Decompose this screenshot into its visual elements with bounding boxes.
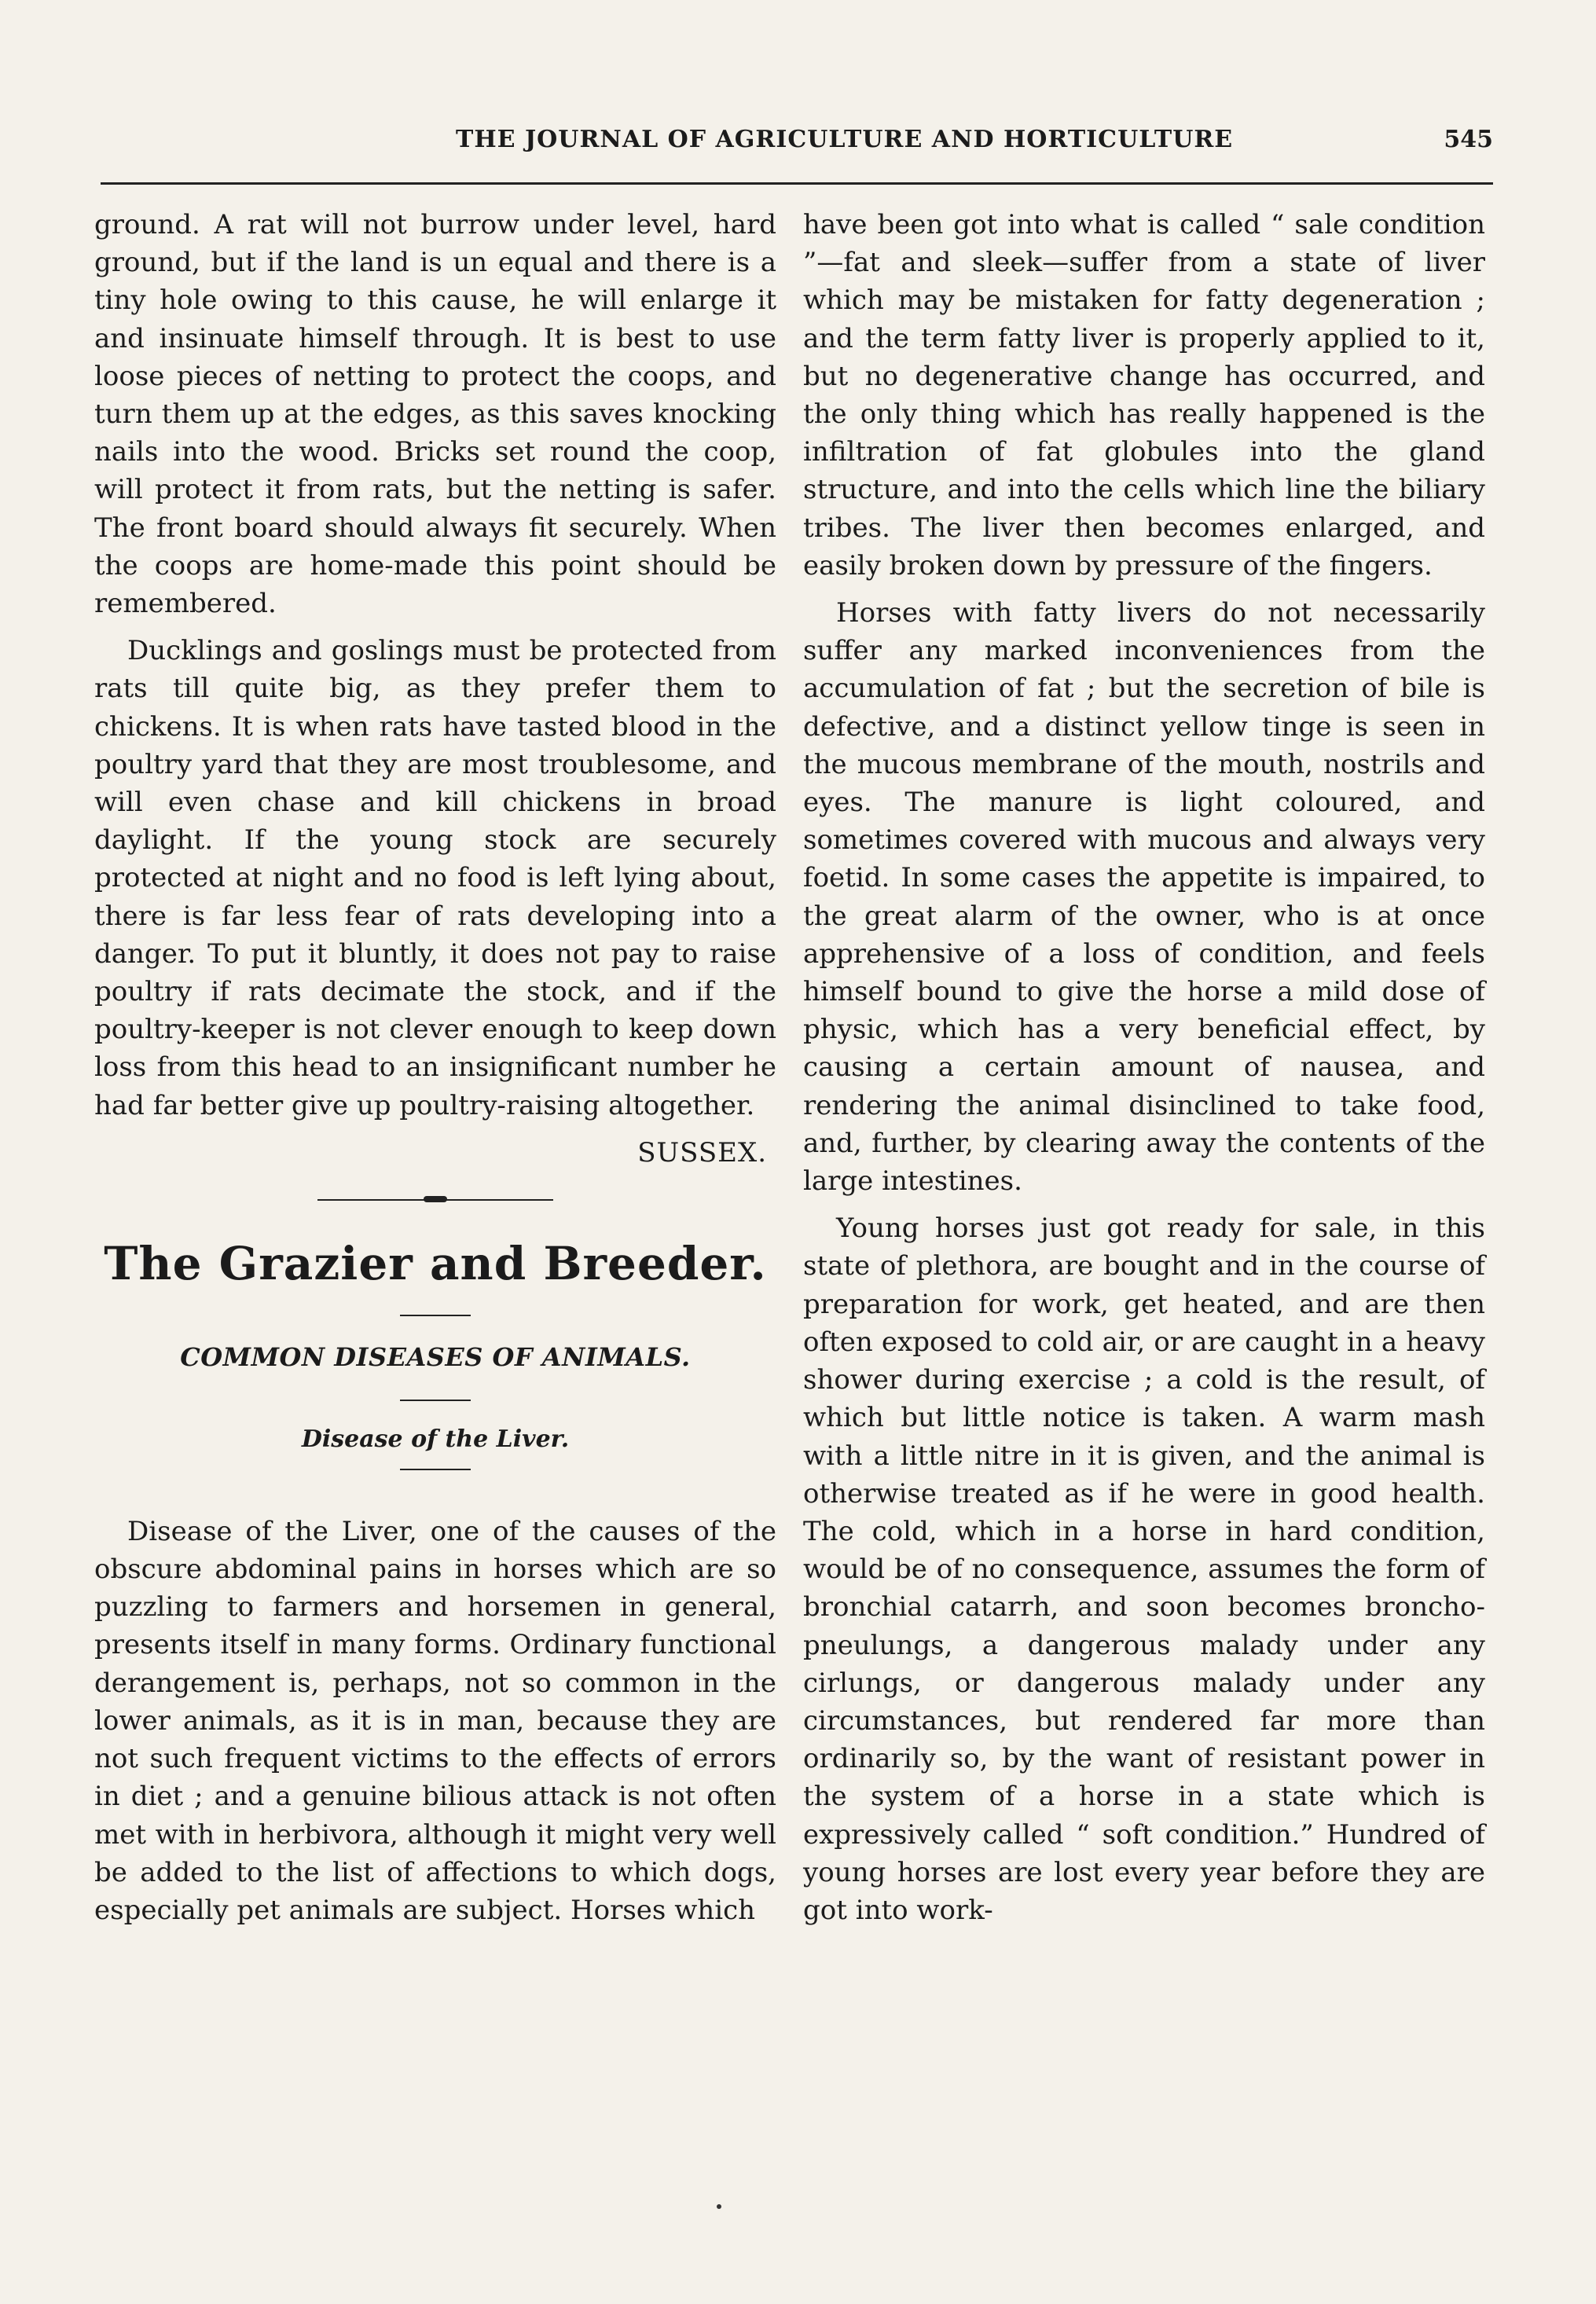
header-rule bbox=[101, 182, 1493, 185]
left-column bbox=[94, 206, 776, 1939]
paragraph-young-horses: Young horses just got ready for sale, in this state of plethora, are bought and in the course of preparation for work, get heated, and are then often exposed to cold air, or are caught in a heavy shower during exercise ; a cold is the result, of which but little notice is taken. A warm mash with a little nitre in it is given, and the animal is otherwise treated as if he were in good health. The cold, which in a horse in hard condition, would be of no consequence, assumes the form of bronchial catarrh, and soon becomes broncho-pneulungs, a dangerous malady under any cirlungs, or dangerous malady under any circumstances, but rendered far more than ordinarily so, by the want of resistant power in the system of a horse in a state which is expressively called “ soft condition.” Hundred of young horses are lost every year before they are got into work- bbox=[803, 1213, 1485, 1926]
subtitle-rule bbox=[400, 1469, 471, 1470]
section-title: The Grazier and Breeder. bbox=[104, 1236, 767, 1290]
page-mark bbox=[717, 2204, 721, 2209]
page-header bbox=[94, 126, 1493, 170]
article-subtitle: Disease of the Liver. bbox=[301, 1425, 570, 1453]
paragraph-ducklings: Ducklings and goslings must be protected from rats till quite big, as they prefer them to chickens. It is when rats have tasted blood in the poultry yard that they are most troublesome, and will even chase and kill chickens in broad daylight. If the young stock are securely protected at night and no food is left lying about, there is far less fear of rats developing into a danger. To put it bluntly, it does not pay to raise poultry if rats decimate the stock, and if the poultry-keeper is not clever enough to keep down loss from this head to an insignificant number he had far better give up poultry-raising altogether. bbox=[94, 635, 776, 1121]
title-rule bbox=[400, 1315, 471, 1316]
paragraph-fatty-livers: Horses with fatty livers do not necessarily suffer any marked inconveniences from the accumulation of fat ; but the secretion of bile is defective, and a distinct yellow tinge is seen in the mucous membrane of the mouth, nostrils and eyes. The manure is light coloured, and sometimes covered with mucous and always very foetid. In some cases the appetite is impaired, to the great alarm of the owner, who is at once apprehensive of a loss of condition, and feels himself bound to give the horse a mild dose of physic, which has a very beneficial effect, by causing a certain amount of nausea, and rendering the animal disinclined to take food, and, further, by clearing away the contents of the large intestines. bbox=[803, 597, 1485, 1198]
title-rule bbox=[400, 1400, 471, 1401]
divider-ornament bbox=[424, 1196, 447, 1202]
page-number: 545 bbox=[1444, 126, 1493, 153]
paragraph-sale-condition: have been got into what is called “ sale condition ”—fat and sleek—suffer from a state of liver which may be mistaken for fatty degeneration ; and the term fatty liver is properly applied to it, but no degenerative change has occurred, and the only thing which has really happened is the infiltration of fat globules into the gland structure, and into the cells which line the biliary tribes. The liver then becomes enlarged, and easily broken down by pressure of the fingers. bbox=[803, 209, 1485, 582]
author-signature: SUSSEX. bbox=[637, 1136, 767, 1169]
section-divider bbox=[317, 1195, 553, 1205]
right-column bbox=[803, 206, 1485, 1939]
journal-title: THE JOURNAL OF AGRICULTURE AND HORTICULTURE bbox=[456, 126, 1234, 153]
paragraph-liver-disease: Disease of the Liver, one of the causes of the obscure abdominal pains in horses which are so puzzling to farmers and horsemen in general, presents itself in many forms. Ordinary functional derangement is, perhaps, not so common in the lower animals, as it is in man, because they are not such frequent victims to the effects of errors in diet ; and a genuine bilious attack is not often met with in herbivora, although it might very well be added to the list of affections to which dogs, especially pet animals are subject. Horses which bbox=[94, 1515, 776, 1926]
article-title: COMMON DISEASES OF ANIMALS. bbox=[180, 1341, 691, 1372]
paragraph-rats-burrow: ground. A rat will not burrow under level, hard ground, but if the land is un equal and there is a tiny hole owing to this cause, he will enlarge it and insinuate himself through. It is best to use loose pieces of netting to protect the coops, and turn them up at the edges, as this saves knocking nails into the wood. Bricks set round the coop, will protect it from rats, but the netting is safer. The front board should always fit securely. When the coops are home-made this point should be remembered. bbox=[94, 209, 776, 620]
